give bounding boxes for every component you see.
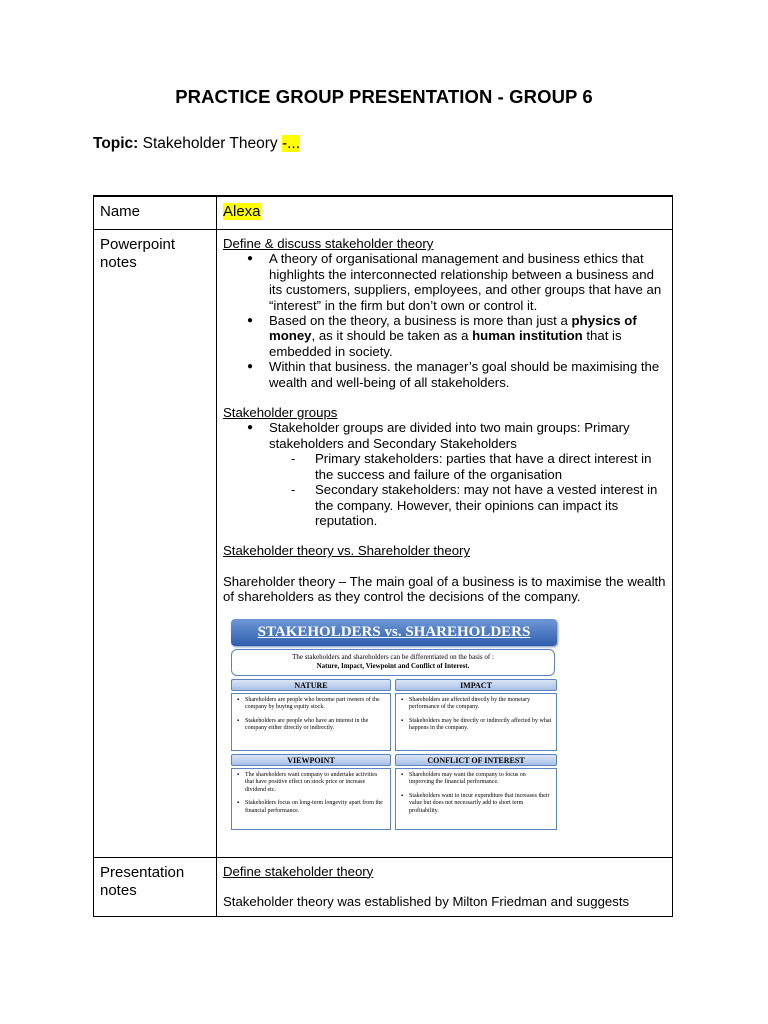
viewpoint-box <box>231 768 391 830</box>
list-item <box>269 313 666 359</box>
text-run: , as it should be taken as a <box>311 328 473 344</box>
list-item <box>269 420 666 528</box>
text-run: that is embedded in society. <box>269 328 622 359</box>
list-item: - Primary stakeholders: parties that have a direct interest in the success and failure of the organisation <box>315 451 666 482</box>
list-item: ▪ Stakeholders want to incur expenditure that increases their value but does not necessarily add to short term profitability. <box>409 793 552 816</box>
paragraph: Stakeholder theory was established by Milton Friedman and suggests <box>223 893 630 909</box>
list-item: ▪ Shareholders are people who become part owners of the company by buying equity stock. <box>245 697 386 712</box>
topic-line <box>93 135 300 153</box>
topic-label: Topic: <box>93 135 139 152</box>
topic-suffix: -... <box>281 135 301 152</box>
list-item: ▪ Shareholders may want the company to focus on improving the financial performance. <box>409 772 552 787</box>
list-item: ▪ Stakeholders may be directly or indirectly affected by what happens in the company. <box>409 718 552 733</box>
intro-text: The stakeholders and shareholders can be differentiated on the basis of : <box>292 652 494 661</box>
list-item: ● Within that business. the manager’s goal should be maximising the wealth and well-being of all stakeholders. <box>269 359 666 390</box>
presentation-row <box>94 857 673 916</box>
paragraph: Shareholder theory – The main goal of a business is to maximise the wealth of shareholders as they control the decisions of the company. <box>223 573 666 605</box>
powerpoint-cell <box>217 230 673 858</box>
name-row <box>94 196 673 230</box>
section-heading: Define & discuss stakeholder theory <box>223 236 434 251</box>
text-run: Based on the theory, a business is more than just a <box>269 313 572 329</box>
name-cell <box>217 196 673 230</box>
viewpoint-header: VIEWPOINT <box>231 754 391 766</box>
impact-box <box>395 693 557 751</box>
dash-list <box>269 451 666 528</box>
bold-run: human institution <box>472 328 583 344</box>
section-heading: Define stakeholder theory <box>223 863 374 879</box>
bullet-list <box>223 251 666 390</box>
list-item: ▪ Stakeholders focus on long-term longevity apart from the financial performance. <box>245 800 386 815</box>
list-item: ▪ Stakeholders are people who have an interest in the company either directly or indirectly. <box>245 718 386 733</box>
infographic-intro <box>231 649 555 676</box>
name-label: Name <box>94 196 217 230</box>
infographic <box>229 619 559 831</box>
powerpoint-row <box>94 230 673 858</box>
list-item: - Secondary stakeholders: may not have a vested interest in the company. However, their opinions can impact its reputation. <box>315 482 666 528</box>
section-heading: Stakeholder groups <box>223 405 338 421</box>
topic-value: Stakeholder Theory <box>142 135 278 152</box>
list-item: ▪ The shareholders want company to undertake activities that have positive effect on stock price or increase dividend etc. <box>245 772 386 795</box>
list-item: ● A theory of organisational management and business ethics that highlights the interconnected relationship between a business and its customers, suppliers, employees, and other groups that have an “interest” in the firm but don’t own or control it. <box>269 251 666 313</box>
presentation-cell <box>217 857 673 916</box>
infographic-title: STAKEHOLDERS vs. SHAREHOLDERS <box>231 619 557 646</box>
nature-header: NATURE <box>231 679 391 691</box>
bullet-list <box>223 420 666 528</box>
conflict-header: CONFLICT OF INTEREST <box>395 754 557 766</box>
list-item: ▪ Shareholders are affected directly by the monetary performance of the company. <box>409 697 552 712</box>
bold-run: physics of money <box>269 313 637 344</box>
conflict-box <box>395 768 557 830</box>
impact-header: IMPACT <box>395 679 557 691</box>
powerpoint-label: Powerpoint notes <box>94 230 217 858</box>
section-heading: Stakeholder theory vs. Shareholder theory <box>223 543 471 559</box>
nature-box <box>231 693 391 751</box>
list-item-text: Stakeholder groups are divided into two main groups: Primary stakeholders and Secondary Stakeholders <box>269 420 630 451</box>
document-title: PRACTICE GROUP PRESENTATION - GROUP 6 <box>175 86 593 107</box>
intro-bold: Nature, Impact, Viewpoint and Conflict of Interest. <box>316 661 470 670</box>
presentation-label: Presentation notes <box>94 857 217 916</box>
notes-table <box>93 195 673 917</box>
name-value: Alexa <box>223 203 261 220</box>
